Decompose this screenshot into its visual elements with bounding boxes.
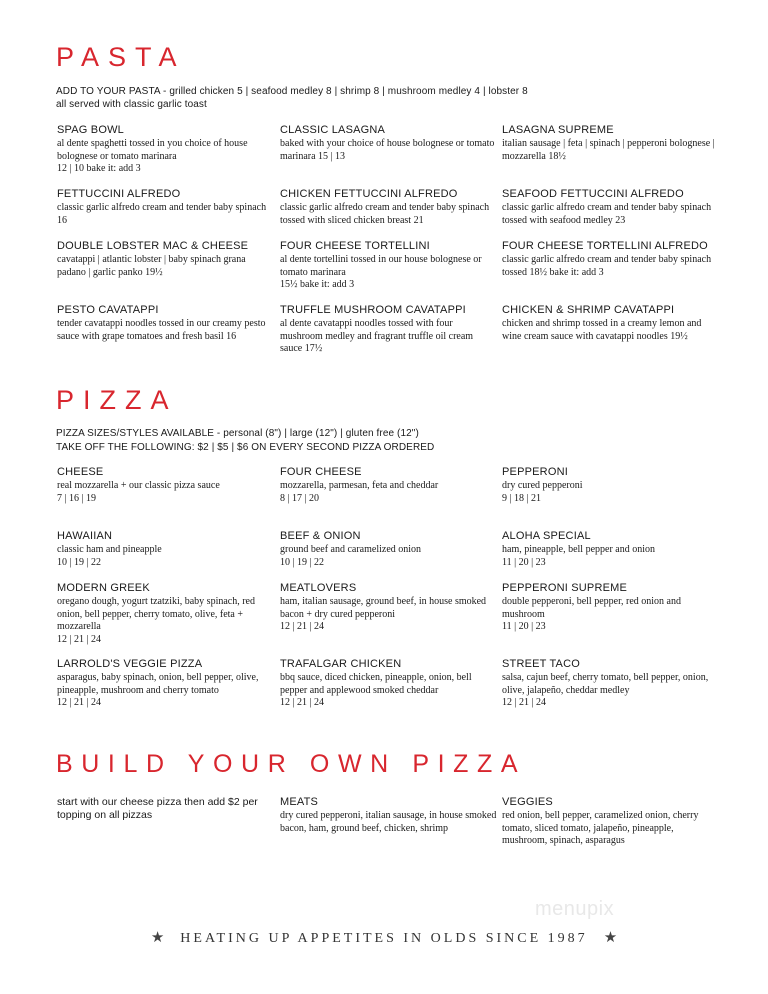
byo-intro	[57, 796, 272, 822]
item-name: LASAGNA SUPREME	[502, 124, 614, 136]
item-name: ALOHA SPECIAL	[502, 530, 591, 542]
menu-item-street-taco-pizza	[502, 658, 717, 710]
item-price: 11 | 20 | 23	[502, 556, 546, 568]
item-price: 7 | 16 | 19	[57, 492, 97, 504]
menu-item-meatlovers-pizza	[280, 582, 495, 634]
item-price: 8 | 17 | 20	[280, 492, 320, 504]
item-description: salsa, cajun beef, cherry tomato, bell pepper, onion, olive, jalapeño, cheddar medley	[502, 672, 709, 696]
item-description: double pepperoni, bell pepper, red onion and mushroom	[502, 596, 681, 620]
menu-item-truffle-mushroom-cavatappi	[280, 304, 495, 356]
item-name: MODERN GREEK	[57, 582, 150, 594]
star-icon: ★	[603, 930, 618, 946]
item-name: PESTO CAVATAPPI	[57, 304, 159, 316]
byo-veggies	[502, 796, 717, 848]
item-price: 11 | 20 | 23	[502, 621, 546, 632]
item-name: SEAFOOD FETTUCCINI ALFREDO	[502, 188, 684, 200]
item-name: LARROLD'S VEGGIE PIZZA	[57, 658, 203, 670]
item-name: TRUFFLE MUSHROOM CAVATAPPI	[280, 304, 466, 316]
menu-item-four-cheese-tortellini-alfredo	[502, 240, 717, 279]
menu-item-four-cheese-tortellini	[280, 240, 495, 292]
item-name: PEPPERONI	[502, 466, 568, 478]
item-name: BEEF & ONION	[280, 530, 361, 542]
item-description: tender cavatappi noodles tossed in our creamy pesto sauce with grape tomatoes and fresh basil 16	[57, 318, 266, 342]
watermark: menupix	[535, 898, 615, 920]
item-description: ham, italian sausage, ground beef, in house smoked bacon + dry cured pepperoni	[280, 596, 487, 620]
item-price: 12 | 21 | 24	[280, 697, 325, 708]
item-description: baked with your choice of house bolognese or tomato marinara 15 | 13	[280, 138, 495, 162]
item-price: 10 | 19 | 22	[57, 556, 102, 568]
menu-item-cheese-pizza	[57, 466, 272, 505]
item-description: classic garlic alfredo cream and tender baby spinach 16	[57, 202, 267, 226]
item-name: FOUR CHEESE TORTELLINI ALFREDO	[502, 240, 708, 252]
item-description: real mozzarella + our classic pizza sauce	[57, 480, 220, 491]
item-description: oregano dough, yogurt tzatziki, baby spinach, red onion, bell pepper, cherry tomato, olive, feta + mozzarella	[57, 596, 255, 632]
item-description: dry cured pepperoni	[502, 480, 583, 491]
footer-tagline	[0, 928, 768, 947]
item-name: CHICKEN FETTUCCINI ALFREDO	[280, 188, 458, 200]
item-name: STREET TACO	[502, 658, 580, 670]
item-price: 12 | 10 bake it: add 3	[57, 163, 141, 174]
item-description: ham, pineapple, bell pepper and onion	[502, 544, 656, 555]
star-icon: ★	[150, 930, 165, 946]
item-name: TRAFALGAR CHICKEN	[280, 658, 402, 670]
item-name: FOUR CHEESE TORTELLINI	[280, 240, 430, 252]
menu-item-four-cheese-pizza	[280, 466, 495, 505]
pasta-heading: PASTA	[56, 42, 186, 72]
item-description: classic garlic alfredo cream and tender baby spinach tossed with sliced chicken breast 21	[280, 202, 490, 226]
item-description: ground beef and caramelized onion	[280, 544, 422, 555]
item-name: FETTUCCINI ALFREDO	[57, 188, 181, 200]
item-description: al dente spaghetti tossed in you choice of house bolognese or tomato marinara	[57, 138, 248, 162]
item-name: PEPPERONI SUPREME	[502, 582, 628, 594]
menu-item-veggie-pizza	[57, 658, 272, 710]
menu-item-beef-onion-pizza	[280, 530, 495, 569]
item-price: 10 | 19 | 22	[280, 556, 325, 568]
item-description: classic garlic alfredo cream and tender baby spinach tossed with seafood medley 23	[502, 202, 712, 226]
item-name: FOUR CHEESE	[280, 466, 362, 478]
item-description: mozzarella, parmesan, feta and cheddar	[280, 480, 439, 491]
byo-veggies-title: VEGGIES	[502, 796, 553, 808]
byo-meats-title: MEATS	[280, 796, 319, 808]
item-price: 12 | 21 | 24	[280, 621, 325, 632]
item-description: asparagus, baby spinach, onion, bell pepper, olive, pineapple, mushroom and cherry tomato	[57, 672, 259, 696]
item-name: CHEESE	[57, 466, 104, 478]
menu-item-aloha-special-pizza	[502, 530, 717, 569]
byo-heading: BUILD YOUR OWN PIZZA	[56, 750, 527, 778]
menu-item-trafalgar-chicken-pizza	[280, 658, 495, 710]
menu-item-fettuccini-alfredo	[57, 188, 272, 227]
menu-item-pepperoni-pizza	[502, 466, 717, 505]
menu-item-chicken-fettuccini-alfredo	[280, 188, 495, 227]
menu-item-seafood-fettuccini-alfredo	[502, 188, 717, 227]
menu-item-classic-lasagna	[280, 124, 495, 163]
item-description: bbq sauce, diced chicken, pineapple, onion, bell pepper and applewood smoked cheddar	[280, 672, 472, 696]
menu-item-spag-bowl	[57, 124, 272, 176]
item-description: cavatappi | atlantic lobster | baby spinach grana padano | garlic panko 19½	[57, 254, 246, 278]
item-price: 12 | 21 | 24	[502, 697, 547, 708]
byo-intro-text: start with our cheese pizza then add $2 per topping on all pizzas	[57, 796, 258, 821]
item-price: 15½ bake it: add 3	[280, 279, 355, 290]
pizza-heading: PIZZA	[56, 385, 178, 415]
menu-item-pesto-cavatappi	[57, 304, 272, 343]
item-price: 12 | 21 | 24	[57, 697, 102, 708]
byo-veggies-list: red onion, bell pepper, caramelized onion, cherry tomato, sliced tomato, jalapeño, pineapple, mushroom, spinach, asparagus	[502, 810, 699, 846]
item-name: CLASSIC LASAGNA	[280, 124, 386, 136]
menu-item-lasagna-supreme	[502, 124, 717, 163]
menu-item-double-lobster-mac	[57, 240, 272, 279]
item-name: MEATLOVERS	[280, 582, 357, 594]
byo-meats	[280, 796, 500, 835]
item-name: HAWAIIAN	[57, 530, 113, 542]
item-description: classic garlic alfredo cream and tender baby spinach tossed 18½ bake it: add 3	[502, 254, 712, 278]
item-price: 12 | 21 | 24	[57, 633, 102, 645]
item-description: classic ham and pineapple	[57, 544, 162, 555]
menu-item-chicken-shrimp-cavatappi	[502, 304, 717, 343]
item-description: italian sausage | feta | spinach | pepperoni bolognese | mozzarella 18½	[502, 138, 715, 162]
menu-item-pepperoni-supreme-pizza	[502, 582, 717, 634]
menu-item-hawaiian-pizza	[57, 530, 272, 569]
item-name: CHICKEN & SHRIMP CAVATAPPI	[502, 304, 675, 316]
item-price: 9 | 18 | 21	[502, 492, 542, 504]
byo-meats-list: dry cured pepperoni, italian sausage, in house smoked bacon, ham, ground beef, chicken, shrimp	[280, 810, 497, 834]
pizza-sizes: PIZZA SIZES/STYLES AVAILABLE - personal (8") | large (12") | gluten free (12")	[56, 428, 419, 439]
item-description: al dente tortellini tossed in our house bolognese or tomato marinara	[280, 254, 482, 278]
pasta-note: all served with classic garlic toast	[56, 99, 207, 110]
pasta-addons: ADD TO YOUR PASTA - grilled chicken 5 | seafood medley 8 | shrimp 8 | mushroom medley 4 | lobster 8	[56, 86, 528, 97]
item-description: al dente cavatappi noodles tossed with four mushroom medley and fragrant truffle oil cream sauce 17½	[280, 318, 474, 354]
item-name: DOUBLE LOBSTER MAC & CHEESE	[57, 240, 249, 252]
menu-item-modern-greek-pizza	[57, 582, 272, 646]
tagline-text: HEATING UP APPETITES IN OLDS SINCE 1987	[180, 931, 588, 946]
item-name: SPAG BOWL	[57, 124, 124, 136]
item-description: chicken and shrimp tossed in a creamy lemon and wine cream sauce with cavatappi noodles 19½	[502, 318, 702, 342]
pizza-deal: TAKE OFF THE FOLLOWING: $2 | $5 | $6 ON EVERY SECOND PIZZA ORDERED	[56, 442, 435, 453]
